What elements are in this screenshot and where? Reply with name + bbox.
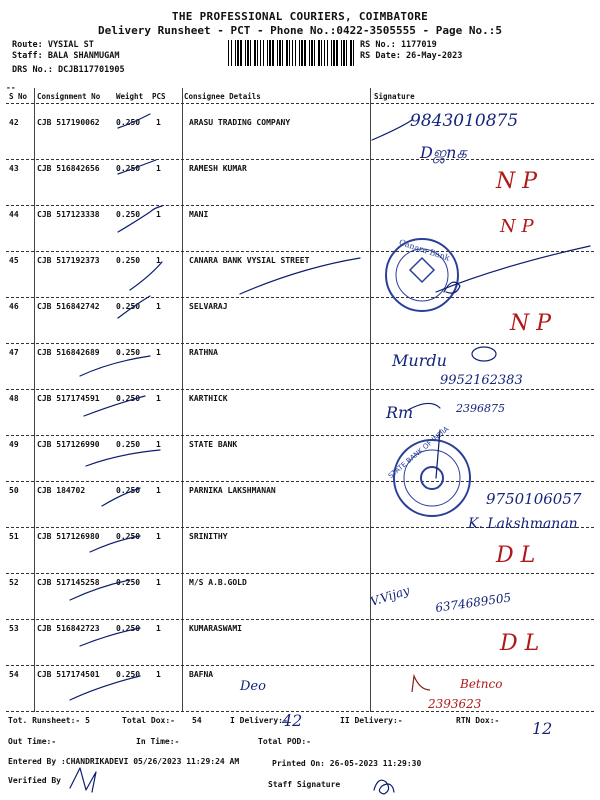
row-weight: 0.250 — [116, 624, 141, 633]
row-sno: 43 — [9, 164, 19, 173]
header-separator — [6, 103, 594, 104]
barcode-bar — [301, 40, 303, 66]
barcode-bar — [279, 40, 281, 66]
row-pcs: 1 — [156, 624, 161, 633]
row-consignee: BAFNA — [189, 670, 214, 679]
barcode-bar — [277, 40, 278, 66]
row-pcs: 1 — [156, 164, 161, 173]
row-pcs: 1 — [156, 348, 161, 357]
handwritten-number: 2396875 — [456, 402, 505, 415]
row-consignment: CJB 517123338 — [37, 210, 100, 219]
row-pcs: 1 — [156, 302, 161, 311]
handwritten-name: K. Lakshmanan — [468, 516, 578, 532]
barcode-bar — [353, 40, 354, 66]
col-header-signature: Signature — [374, 92, 415, 101]
barcode-image — [228, 40, 354, 66]
row-sno: 50 — [9, 486, 19, 495]
barcode-bar — [240, 40, 242, 66]
total-dox-label: Total Dox:- — [122, 716, 175, 725]
barcode-bar — [309, 40, 310, 66]
row-sno: 47 — [9, 348, 19, 357]
row-weight: 0.250 — [116, 164, 141, 173]
runsheet-subtitle: Delivery Runsheet - PCT - Phone No.:0422-3505555 - Page No.:5 — [98, 24, 502, 37]
barcode-bar — [289, 40, 290, 66]
printed-on: Printed On: 26-05-2023 11:29:30 — [272, 759, 422, 768]
row-sno: 49 — [9, 440, 19, 449]
barcode-bar — [260, 40, 261, 66]
row-weight: 0.250 — [116, 440, 141, 449]
handwritten-signature: Dஜnக — [420, 143, 467, 162]
barcode-bar — [295, 40, 296, 66]
row-consignee: CANARA BANK VYSIAL STREET — [189, 256, 310, 265]
col-header-pcs: PCS — [152, 92, 166, 101]
total-dox-value: 54 — [192, 716, 202, 725]
table-row — [6, 114, 594, 160]
table-row — [6, 252, 594, 298]
col-header-consignee: Consignee Details — [184, 92, 261, 101]
row-sno: 46 — [9, 302, 19, 311]
row-weight: 0.250 — [116, 578, 141, 587]
row-sno: 54 — [9, 670, 19, 679]
handwritten-dl: D L — [496, 543, 536, 568]
barcode-bar — [336, 40, 338, 66]
runsheet-footer — [0, 712, 600, 800]
col-header-weight: Weight — [116, 92, 144, 101]
handwritten-signature: Murdu — [392, 351, 447, 370]
handwritten-rtn-count: 12 — [532, 719, 553, 738]
handwritten-dl: D L — [500, 631, 540, 656]
row-consignment: CJB 517174591 — [37, 394, 100, 403]
handwritten-np: N P — [510, 311, 552, 336]
company-title: THE PROFESSIONAL COURIERS, COIMBATORE — [171, 10, 429, 23]
row-pcs: 1 — [156, 394, 161, 403]
row-consignee: KARTHICK — [189, 394, 228, 403]
barcode-bar — [299, 40, 300, 66]
table-row — [6, 390, 594, 436]
barcode-bar — [346, 40, 347, 66]
row-sno: 45 — [9, 256, 19, 265]
table-row — [6, 528, 594, 574]
row-pcs: 1 — [156, 210, 161, 219]
row-consignment: CJB 517192373 — [37, 256, 100, 265]
runsheet-header — [0, 0, 600, 90]
barcode-bar — [311, 40, 313, 66]
row-weight: 0.250 — [116, 394, 141, 403]
handwritten-phone: 9750106057 — [486, 490, 582, 508]
col-header-consignment: Consignment No — [37, 92, 101, 101]
handwritten-signature: Rm — [386, 403, 414, 422]
handwritten-signature: V.Vijay — [368, 583, 412, 609]
row-sno: 44 — [9, 210, 19, 219]
table-row — [6, 482, 594, 528]
barcode-bar — [282, 40, 283, 66]
row-consignee: RAMESH KUMAR — [189, 164, 247, 173]
barcode-bar — [237, 40, 239, 66]
rtn-dox-label: RTN Dox:- — [456, 716, 500, 725]
stamp-text: STATE BANK OF INDIA — [386, 425, 451, 481]
row-sno: 42 — [9, 118, 19, 127]
runsheet-table — [6, 88, 594, 712]
table-row — [6, 666, 594, 712]
barcode-bar — [341, 40, 342, 66]
barcode-bar — [321, 40, 322, 66]
row-consignee: SELVARAJ — [189, 302, 228, 311]
barcode-bar — [314, 40, 315, 66]
barcode-bar — [267, 40, 268, 66]
i-delivery-label: I Delivery:- — [230, 716, 288, 725]
staff-label: Staff: BALA SHANMUGAM — [12, 51, 120, 61]
row-consignment: CJB 516842723 — [37, 624, 100, 633]
handwritten-signature: Deo — [240, 679, 266, 694]
row-pcs: 1 — [156, 256, 161, 265]
row-weight: 0.250 — [116, 670, 141, 679]
row-pcs: 1 — [156, 440, 161, 449]
barcode-bar — [350, 40, 352, 66]
row-sno: 48 — [9, 394, 19, 403]
col-header-sno: S No — [9, 92, 28, 101]
row-consignee: PARNIKA LAKSHMANAN — [189, 486, 276, 495]
row-consignment: CJB 517190062 — [37, 118, 100, 127]
handwritten-number: 2393623 — [428, 697, 482, 711]
row-consignment: CJB 517174501 — [37, 670, 100, 679]
row-consignee: M/S A.B.GOLD — [189, 578, 247, 587]
barcode-bar — [292, 40, 293, 66]
stamp-text: Canara Bank — [397, 237, 451, 263]
barcode-bar — [245, 40, 246, 66]
barcode-bar — [272, 40, 274, 66]
handwritten-np: N P — [496, 169, 538, 194]
row-weight: 0.250 — [116, 118, 141, 127]
total-pod-label: Total POD:- — [258, 737, 311, 746]
row-consignee: MANI — [189, 210, 209, 219]
row-weight: 0.250 — [116, 486, 141, 495]
rs-number: RS No.: 1177019 — [360, 40, 437, 50]
drs-number: DRS No.: DCJB117701905 — [12, 65, 125, 75]
rs-date: RS Date: 26-May-2023 — [360, 51, 463, 61]
row-pcs: 1 — [156, 118, 161, 127]
barcode-bar — [250, 40, 251, 66]
row-pcs: 1 — [156, 578, 161, 587]
row-consignment: CJB 516842689 — [37, 348, 100, 357]
row-consignment: CJB 184702 — [37, 486, 86, 495]
barcode-bar — [331, 40, 332, 66]
table-row — [6, 206, 594, 252]
row-consignee: RATHNA — [189, 348, 218, 357]
row-pcs: 1 — [156, 486, 161, 495]
handwritten-np: N P — [500, 216, 534, 237]
route-label: Route: VYSIAL ST — [12, 40, 94, 50]
ii-delivery-label: II Delivery:- — [340, 716, 403, 725]
staff-signature-label: Staff Signature — [268, 780, 341, 789]
row-weight: 0.250 — [116, 348, 141, 357]
out-time-label: Out Time:- — [8, 737, 57, 746]
handwritten-name: Betnco — [460, 677, 503, 691]
barcode-bar — [231, 40, 232, 66]
row-weight: 0.250 — [116, 532, 141, 541]
barcode-bar — [324, 40, 325, 66]
barcode-bar — [247, 40, 249, 66]
table-row — [6, 620, 594, 666]
row-sno: 53 — [9, 624, 19, 633]
row-sno: 52 — [9, 578, 19, 587]
barcode-bar — [263, 40, 264, 66]
table-row — [6, 574, 594, 620]
in-time-label: In Time:- — [136, 737, 180, 746]
barcode-bar — [304, 40, 306, 66]
barcode-bar — [343, 40, 345, 66]
barcode-bar — [228, 40, 229, 66]
table-row — [6, 436, 594, 482]
barcode-bar — [333, 40, 335, 66]
barcode-bar — [286, 40, 288, 66]
row-consignee: SRINITHY — [189, 532, 228, 541]
handwritten-phone: 9952162383 — [440, 373, 523, 388]
row-consignment: CJB 516842742 — [37, 302, 100, 311]
row-sno: 51 — [9, 532, 19, 541]
barcode-bar — [235, 40, 236, 66]
row-consignee: KUMARASWAMI — [189, 624, 242, 633]
tot-runsheet: Tot. Runsheet:- 5 — [8, 716, 90, 725]
row-weight: 0.250 — [116, 302, 141, 311]
table-row — [6, 298, 594, 344]
row-consignment: CJB 517126990 — [37, 440, 100, 449]
separator-dashes: -- — [6, 83, 16, 92]
table-row — [6, 160, 594, 206]
barcode-bar — [269, 40, 271, 66]
table-row — [6, 344, 594, 390]
barcode-bar — [257, 40, 258, 66]
row-weight: 0.250 — [116, 256, 141, 265]
row-pcs: 1 — [156, 532, 161, 541]
verified-by-label: Verified By — [8, 776, 61, 785]
handwritten-phone: 9843010875 — [410, 111, 519, 131]
barcode-bar — [318, 40, 320, 66]
row-consignee: ARASU TRADING COMPANY — [189, 118, 291, 127]
barcode-bar — [327, 40, 328, 66]
row-consignment: CJB 517126980 — [37, 532, 100, 541]
entered-by: Entered By :CHANDRIKADEVI 05/26/2023 11:29:24 AM — [8, 757, 240, 766]
barcode-bar — [254, 40, 256, 66]
row-weight: 0.250 — [116, 210, 141, 219]
row-consignment: CJB 517145258 — [37, 578, 100, 587]
handwritten-phone: 6374689505 — [434, 590, 513, 615]
handwritten-delivery-count: 42 — [282, 711, 303, 730]
row-pcs: 1 — [156, 670, 161, 679]
row-consignee: STATE BANK — [189, 440, 238, 449]
row-consignment: CJB 516842656 — [37, 164, 100, 173]
